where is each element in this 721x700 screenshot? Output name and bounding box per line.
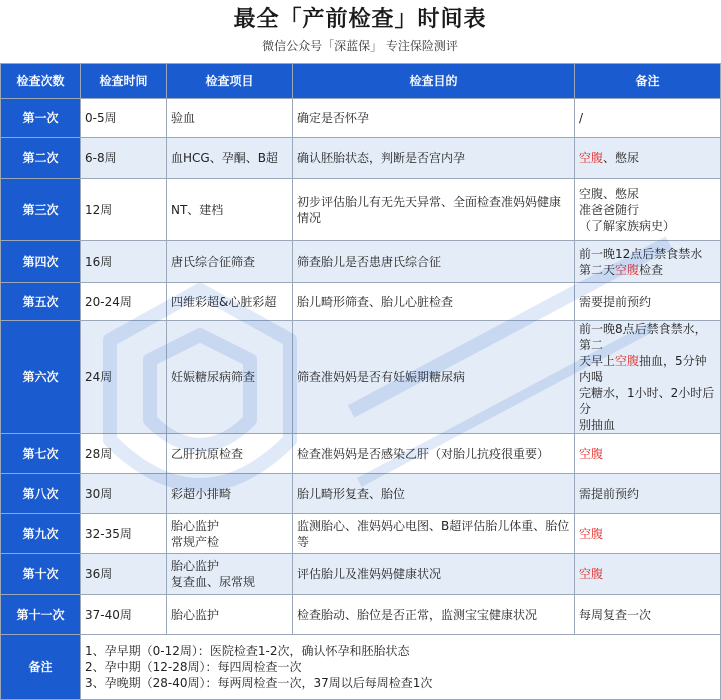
item-text: 验血	[171, 111, 196, 125]
items-cell	[167, 138, 293, 179]
item-text: NT、建档	[171, 202, 224, 217]
visit-cell: 第九次	[1, 514, 81, 554]
item-text: 唐氏综合征筛查	[171, 254, 256, 269]
items-cell	[167, 434, 293, 474]
visit-cell: 第三次	[1, 179, 81, 241]
note-text: 准爸爸随行	[579, 202, 640, 217]
time-cell: 20-24周	[81, 283, 167, 321]
fasting-highlight: 空腹	[579, 567, 604, 581]
column-header-items: 检查项目	[167, 64, 293, 99]
items-cell	[167, 99, 293, 138]
table-row	[1, 283, 721, 321]
note-text: 别抽血	[579, 418, 616, 432]
items-cell	[167, 554, 293, 595]
page-subtitle: 微信公众号「深蓝保」 专注保险测评	[262, 39, 458, 53]
time-cell: 30周	[81, 474, 167, 514]
note-text: 前一晚8点后禁食禁水，第二	[579, 322, 707, 352]
item-text: 胎心监护	[171, 607, 220, 622]
item-text: 常规产检	[171, 534, 220, 549]
items-cell	[167, 514, 293, 554]
fasting-highlight: 空腹	[579, 446, 604, 461]
note-text: 每周复查一次	[579, 607, 652, 622]
column-header-time: 检查时间	[81, 64, 167, 99]
purpose-cell: 检查胎动、胎位是否正常，监测宝宝健康状况	[293, 595, 575, 635]
item-text: 胎心监护	[171, 559, 220, 573]
table-header-row	[1, 64, 721, 99]
table-row	[1, 321, 721, 434]
notes-cell	[575, 99, 721, 138]
visit-cell: 第七次	[1, 434, 81, 474]
note-text: （了解家族病史）	[579, 218, 676, 233]
table-row	[1, 595, 721, 635]
column-header-purpose: 检查目的	[293, 64, 575, 99]
note-text: /	[579, 111, 584, 125]
items-cell	[167, 241, 293, 283]
notes-cell	[575, 514, 721, 554]
purpose-cell: 胎儿畸形复查、胎位	[293, 474, 575, 514]
notes-cell	[575, 434, 721, 474]
time-cell: 37-40周	[81, 595, 167, 635]
column-header-notes: 备注	[575, 64, 721, 99]
note-text: 天早上空腹抽血，5分钟内喝	[579, 354, 707, 384]
time-cell: 16周	[81, 241, 167, 283]
item-text: 妊娠糖尿病筛查	[171, 370, 256, 384]
note-text: 第二天空腹检查	[579, 262, 664, 277]
time-cell: 0-5周	[81, 99, 167, 138]
items-cell	[167, 283, 293, 321]
purpose-cell: 评估胎儿及准妈妈健康状况	[293, 554, 575, 595]
notes-cell	[575, 321, 721, 434]
note-text: 需提前预约	[579, 486, 640, 501]
visit-cell: 第一次	[1, 99, 81, 138]
fasting-highlight: 空腹	[579, 151, 604, 165]
notes-cell	[575, 179, 721, 241]
notes-cell	[575, 283, 721, 321]
table-row	[1, 241, 721, 283]
fasting-highlight: 空腹	[615, 262, 640, 277]
visit-cell: 第六次	[1, 321, 81, 434]
remarks-line: 3、孕晚期（28-40周）：每两周检查一次，37周以后每周检查1次	[85, 676, 433, 690]
purpose-cell: 初步评估胎儿有无先天异常、全面检查准妈妈健康情况	[293, 179, 575, 241]
items-cell	[167, 321, 293, 434]
prenatal-schedule-table	[0, 63, 721, 700]
fasting-highlight: 空腹	[579, 526, 604, 541]
notes-cell	[575, 138, 721, 179]
purpose-cell: 检查准妈妈是否感染乙肝（对胎儿抗疫很重要）	[293, 434, 575, 474]
time-cell: 32-35周	[81, 514, 167, 554]
items-cell	[167, 474, 293, 514]
table-row	[1, 554, 721, 595]
purpose-cell: 监测胎心、准妈妈心电图、B超评估胎儿体重、胎位等	[293, 514, 575, 554]
visit-cell: 第二次	[1, 138, 81, 179]
note-text	[579, 446, 716, 462]
table-row	[1, 99, 721, 138]
remarks-row	[1, 635, 721, 700]
notes-cell	[575, 474, 721, 514]
time-cell: 36周	[81, 554, 167, 595]
visit-cell: 第四次	[1, 241, 81, 283]
remarks-cell	[81, 635, 721, 700]
purpose-cell: 确认胚胎状态，判断是否宫内孕	[293, 138, 575, 179]
visit-cell: 第十次	[1, 554, 81, 595]
purpose-cell: 筛查胎儿是否患唐氏综合征	[293, 241, 575, 283]
items-cell	[167, 179, 293, 241]
note-text: 前一晚12点后禁食禁水	[579, 246, 703, 261]
note-text: 空腹、憋尿	[579, 186, 640, 201]
table-row	[1, 474, 721, 514]
item-text: 胎心监护	[171, 518, 220, 533]
visit-cell: 第八次	[1, 474, 81, 514]
time-cell: 12周	[81, 179, 167, 241]
remarks-label: 备注	[1, 635, 81, 700]
item-text: 血HCG、孕酮、B超	[171, 151, 278, 165]
note-text	[579, 566, 716, 582]
purpose-cell: 胎儿畸形筛查、胎儿心脏检查	[293, 283, 575, 321]
time-cell: 24周	[81, 321, 167, 434]
item-text: 乙肝抗原检查	[171, 446, 244, 461]
note-text: 需要提前预约	[579, 294, 652, 309]
time-cell: 28周	[81, 434, 167, 474]
page-title: 最全「产前检查」时间表	[233, 7, 487, 32]
note-text	[579, 526, 716, 542]
visit-cell: 第十一次	[1, 595, 81, 635]
visit-cell: 第五次	[1, 283, 81, 321]
item-text: 彩超小排畸	[171, 486, 232, 501]
column-header-visit: 检查次数	[1, 64, 81, 99]
item-text: 四维彩超&心脏彩超	[171, 294, 277, 309]
purpose-cell: 筛查准妈妈是否有妊娠期糖尿病	[293, 321, 575, 434]
notes-cell	[575, 241, 721, 283]
note-text: 完糖水，1小时、2小时后分	[579, 386, 715, 416]
time-cell: 6-8周	[81, 138, 167, 179]
table-row	[1, 138, 721, 179]
notes-cell	[575, 554, 721, 595]
remarks-line: 1、孕早期（0-12周）：医院检查1-2次，确认怀孕和胚胎状态	[85, 644, 410, 658]
remarks-line: 2、孕中期（12-28周）：每四周检查一次	[85, 660, 302, 674]
table-row	[1, 179, 721, 241]
items-cell	[167, 595, 293, 635]
note-text: 空腹、憋尿	[579, 151, 640, 165]
table-row	[1, 514, 721, 554]
table-row	[1, 434, 721, 474]
item-text: 复查血、尿常规	[171, 575, 256, 589]
purpose-cell: 确定是否怀孕	[293, 99, 575, 138]
fasting-highlight: 空腹	[615, 354, 640, 368]
notes-cell	[575, 595, 721, 635]
